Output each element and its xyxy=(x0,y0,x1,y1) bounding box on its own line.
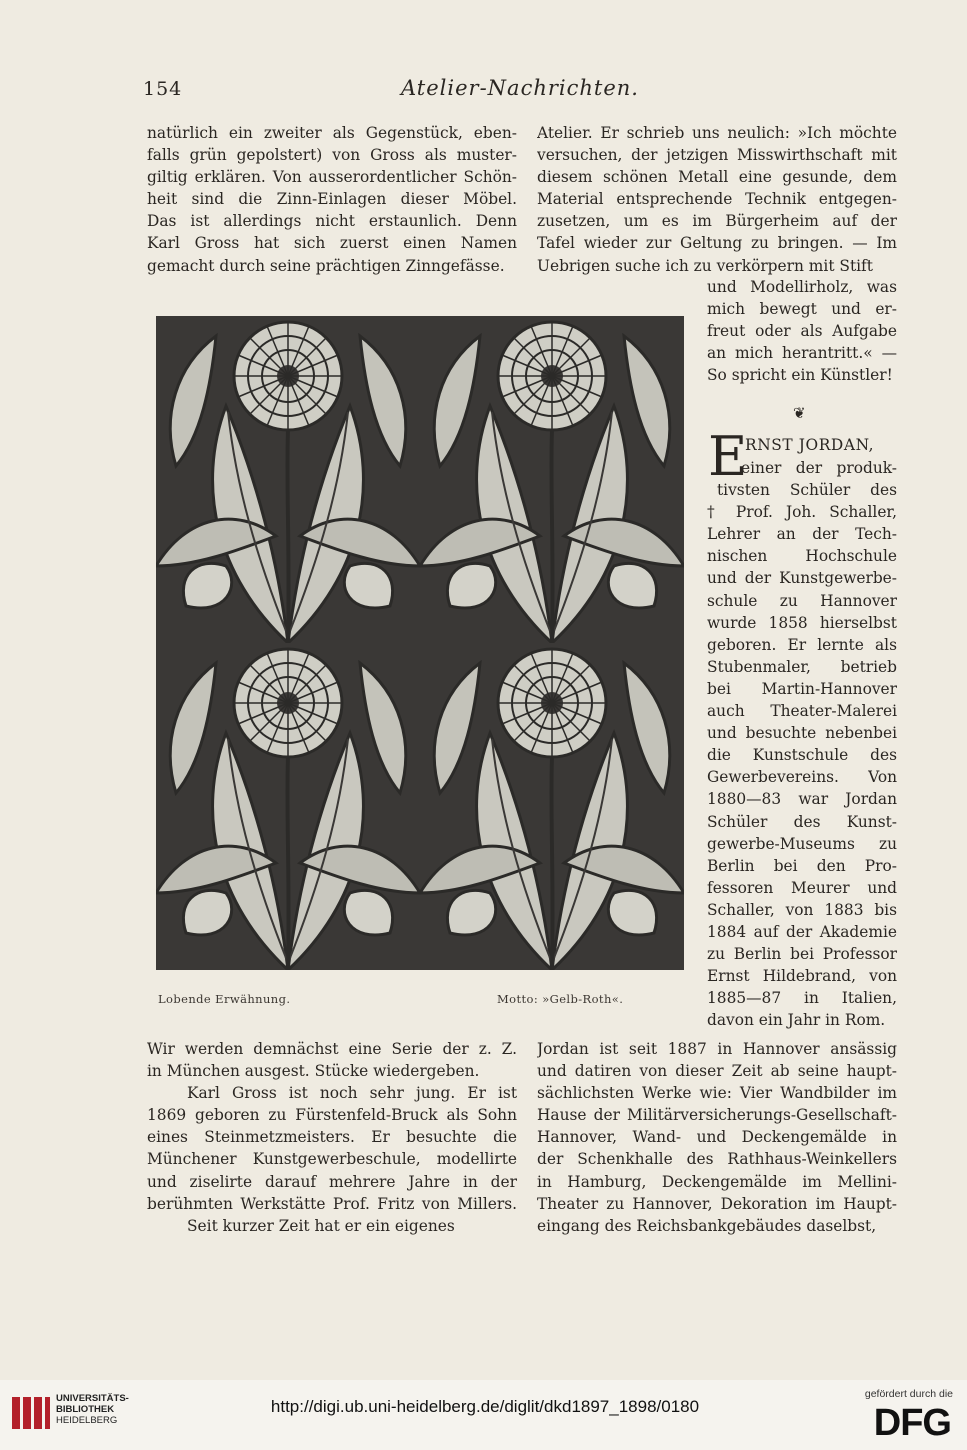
text-line: wurde 1858 hierselbst xyxy=(707,613,897,632)
text-line: 1885—87 in Italien, xyxy=(707,989,897,1008)
text-line: zusetzen, um es im Bürgerheim auf der xyxy=(537,212,897,231)
text-line: natürlich ein zweiter als Gegenstück, eben- xyxy=(147,124,517,142)
left-column-top xyxy=(147,122,517,277)
text-line: eingang des Reichsbankgebäudes daselbst, xyxy=(537,1216,877,1235)
text-line: und der Kunstgewerbe- xyxy=(707,569,897,588)
text-line: giltig erklären. Von ausserordentlicher Schön- xyxy=(147,168,517,187)
text-line: schule zu Hannover xyxy=(707,591,897,610)
text-line: diesem schönen Metall eine gesunde, dem xyxy=(537,168,897,187)
text-line: Schüler des Kunst- xyxy=(707,812,897,831)
library-name-line: UNIVERSITÄTS- xyxy=(56,1393,129,1404)
text-line: Atelier. Er schrieb uns neulich: »Ich möchte xyxy=(537,124,897,142)
funded-by-label: gefördert durch die xyxy=(864,1388,953,1400)
text-line: Wir werden demnächst eine Serie der z. Z. xyxy=(147,1040,517,1058)
text-line: und Modellirholz, was xyxy=(707,278,897,296)
text-line: Ernst Hildebrand, von xyxy=(707,967,897,986)
right-column-top xyxy=(537,122,897,277)
text-line: davon ein Jahr in Rom. xyxy=(707,1011,886,1030)
library-name xyxy=(56,1393,129,1426)
text-line: zu Berlin bei Professor xyxy=(707,945,897,964)
text-line: auch Theater-Malerei xyxy=(707,702,897,721)
text-line: einer der produk- xyxy=(741,459,897,477)
text-line: sächlichsten Werke wie: Vier Wandbilder im xyxy=(537,1084,897,1103)
text-line: die Kunstschule des xyxy=(707,746,897,765)
wallpaper-pattern-figure xyxy=(156,316,684,970)
text-line: berühmten Werkstätte Prof. Fritz von Millers. xyxy=(147,1194,517,1213)
text-line: Hannover, Wand- und Deckengemälde in xyxy=(537,1128,897,1147)
text-line: geboren. Er lernte als xyxy=(707,635,897,654)
text-line: heit sind die Zinn-Einlagen dieser Möbel. xyxy=(147,190,517,209)
text-line: versuchen, der jetzigen Misswirthschaft mit xyxy=(537,146,897,165)
text-line: Lehrer an der Tech- xyxy=(707,525,897,544)
right-column-bottom xyxy=(537,1038,897,1237)
floral-pattern-image xyxy=(156,316,684,970)
text-line: Stubenmaler, betrieb xyxy=(707,657,897,676)
figure-caption-right: Motto: »Gelb-Roth«. xyxy=(497,992,624,1006)
text-line: in München ausgest. Stücke wiedergeben. xyxy=(147,1062,480,1081)
text-line: freut oder als Aufgabe xyxy=(707,322,897,341)
running-title: Atelier-Nachrichten. xyxy=(401,76,639,100)
ornament-icon: ❦ xyxy=(793,404,806,422)
text-line: Tafel wieder zur Geltung zu bringen. — Im xyxy=(537,234,897,253)
dfg-logo: DFG xyxy=(873,1402,951,1444)
text-line: in Hamburg, Deckengemälde im Mellini- xyxy=(537,1172,897,1191)
text-line: fessoren Meurer und xyxy=(707,878,897,897)
text-line: mich bewegt und er- xyxy=(707,300,897,319)
text-line: 1884 auf der Akademie xyxy=(707,922,897,941)
jordan-column xyxy=(707,457,897,1031)
text-line: eines Steinmetzmeisters. Er besuchte die xyxy=(147,1128,517,1147)
university-library-logo-icon xyxy=(10,1393,52,1433)
left-column-bottom xyxy=(147,1038,517,1237)
source-url-link[interactable]: http://digi.ub.uni-heidelberg.de/diglit/dkd1897_1898/0180 xyxy=(270,1397,700,1416)
text-line: und ziselirte darauf mehrere Jahre in der xyxy=(147,1172,517,1191)
figure-caption-left: Lobende Erwähnung. xyxy=(158,992,291,1006)
text-line: und besuchte nebenbei xyxy=(707,724,897,743)
text-line: Theater zu Hannover, Dekoration im Haupt- xyxy=(537,1194,897,1213)
text-line: Uebrigen suche ich zu verkörpern mit Stift xyxy=(537,256,873,275)
text-line: Karl Gross ist noch sehr jung. Er ist xyxy=(187,1084,517,1103)
text-line: Schaller, von 1883 bis xyxy=(707,900,897,919)
library-name-line: BIBLIOTHEK xyxy=(56,1404,115,1415)
jordan-first-line: RNST JORDAN, xyxy=(745,436,875,454)
text-line: gemacht durch seine prächtigen Zinngefässe. xyxy=(147,256,505,275)
text-line: Seit kurzer Zeit hat er ein eigenes xyxy=(187,1216,455,1235)
text-line: † Prof. Joh. Schaller, xyxy=(707,503,897,522)
text-line: an mich herantritt.« — xyxy=(707,344,897,363)
text-line: Hause der Militärversicherungs-Gesellschaft- xyxy=(537,1106,897,1125)
jordan-first-line-block xyxy=(745,434,897,456)
text-line: Material entsprechende Technik entgegen- xyxy=(537,190,897,209)
text-line: gewerbe-Museums zu xyxy=(707,834,897,853)
text-line: Berlin bei den Pro- xyxy=(707,856,897,875)
text-line: tivsten Schüler des xyxy=(717,481,897,500)
text-line: der Schenkhalle des Rathhaus-Weinkellers xyxy=(537,1150,897,1169)
text-line: Karl Gross hat sich zuerst einen Namen xyxy=(147,234,517,253)
page-number: 154 xyxy=(143,78,183,100)
text-line: Gewerbevereins. Von xyxy=(707,768,897,787)
text-line: Das ist allerdings nicht erstaunlich. Denn xyxy=(147,212,517,231)
text-line: und datiren von dieser Zeit ab seine haupt- xyxy=(537,1062,897,1081)
library-name-line: HEIDELBERG xyxy=(56,1415,118,1426)
text-line: falls grün gepolstert) von Gross als muster- xyxy=(147,146,517,165)
text-line: Jordan ist seit 1887 in Hannover ansässig xyxy=(537,1040,897,1058)
text-line: Münchener Kunstgewerbeschule, modellirte xyxy=(147,1150,517,1169)
text-line: So spricht ein Künstler! xyxy=(707,366,893,385)
narrow-column-top xyxy=(707,276,897,386)
text-line: bei Martin-Hannover xyxy=(707,679,897,698)
text-line: nischen Hochschule xyxy=(707,547,897,566)
text-line: 1880—83 war Jordan xyxy=(707,790,897,809)
text-line: 1869 geboren zu Fürstenfeld-Bruck als Sohn xyxy=(147,1106,517,1125)
drop-cap: E xyxy=(708,425,748,488)
